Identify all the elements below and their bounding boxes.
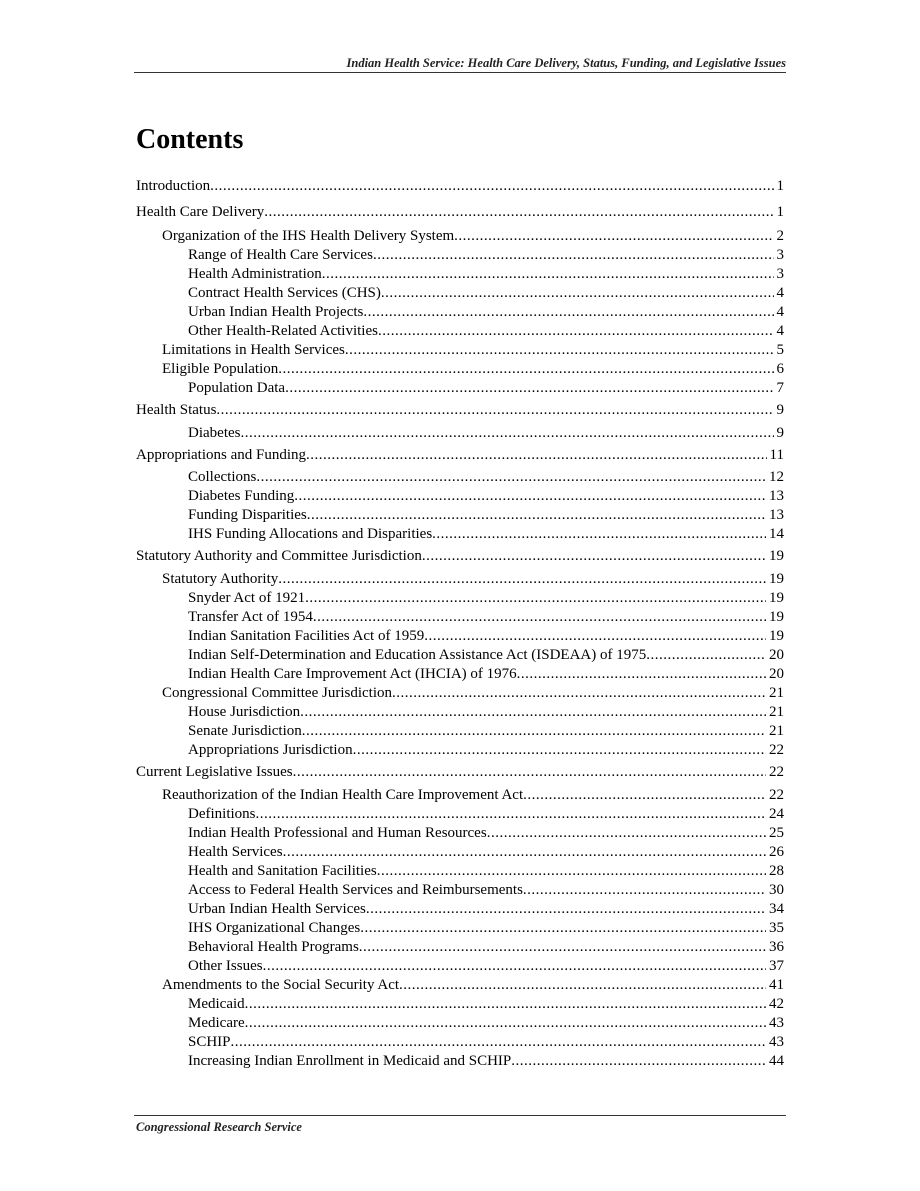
toc-entry-label: Indian Sanitation Facilities Act of 1959 — [188, 628, 425, 644]
toc-entry[interactable] — [136, 227, 784, 246]
toc-dot-leader — [305, 589, 766, 608]
toc-entry-label: SCHIP — [188, 1034, 231, 1050]
toc-entry[interactable] — [136, 246, 784, 265]
toc-entry-page: 21 — [769, 685, 784, 701]
toc-entry-page: 1 — [776, 178, 784, 194]
toc-entry-page: 28 — [769, 863, 784, 879]
toc-dot-leader — [392, 684, 766, 703]
toc-entry-label: IHS Organizational Changes — [188, 920, 361, 936]
toc-entry-page: 6 — [776, 361, 784, 377]
toc-entry-page: 19 — [769, 590, 784, 606]
toc-dot-leader — [353, 741, 766, 760]
toc-dot-leader — [264, 203, 773, 222]
toc-entry-label: Access to Federal Health Services and Reimbursements — [188, 882, 523, 898]
toc-entry[interactable] — [136, 805, 784, 824]
toc-dot-leader — [422, 547, 766, 566]
toc-dot-leader — [432, 525, 766, 544]
toc-dot-leader — [511, 1052, 766, 1071]
toc-entry-page: 1 — [776, 204, 784, 220]
toc-dot-leader — [245, 995, 766, 1014]
toc-dot-leader — [294, 487, 766, 506]
toc-entry[interactable] — [136, 703, 784, 722]
toc-entry-page: 13 — [769, 507, 784, 523]
toc-entry[interactable] — [136, 995, 784, 1014]
toc-dot-leader — [424, 627, 766, 646]
toc-dot-leader — [307, 506, 766, 525]
toc-entry-label: Definitions — [188, 806, 256, 822]
toc-entry-label: Amendments to the Social Security Act — [162, 977, 400, 993]
toc-entry-page: 19 — [769, 628, 784, 644]
toc-entry-page: 24 — [769, 806, 784, 822]
toc-dot-leader — [285, 379, 773, 398]
toc-entry[interactable] — [136, 608, 784, 627]
toc-entry[interactable] — [136, 881, 784, 900]
toc-entry-page: 43 — [769, 1015, 784, 1031]
toc-entry-page: 7 — [776, 380, 784, 396]
toc-entry-label: Appropriations Jurisdiction — [188, 742, 353, 758]
toc-entry-page: 22 — [769, 787, 784, 803]
toc-entry-page: 19 — [769, 609, 784, 625]
toc-entry-label: Introduction — [136, 178, 211, 194]
toc-dot-leader — [210, 177, 773, 196]
running-footer: Congressional Research Service — [136, 1120, 302, 1134]
toc-entry-label: Urban Indian Health Services — [188, 901, 366, 917]
toc-entry-page: 9 — [776, 425, 784, 441]
toc-entry-label: Limitations in Health Services — [162, 342, 345, 358]
toc-entry[interactable] — [136, 203, 784, 222]
toc-entry-page: 42 — [769, 996, 784, 1012]
toc-dot-leader — [256, 468, 766, 487]
toc-entry-page: 34 — [769, 901, 784, 917]
toc-entry-label: Current Legislative Issues — [136, 764, 293, 780]
toc-entry-label: Statutory Authority — [162, 571, 279, 587]
toc-entry-label: Eligible Population — [162, 361, 279, 377]
toc-entry-page: 26 — [769, 844, 784, 860]
toc-entry-page: 19 — [769, 571, 784, 587]
toc-dot-leader — [523, 786, 766, 805]
toc-entry[interactable] — [136, 684, 784, 703]
toc-entry[interactable] — [136, 1052, 784, 1071]
toc-entry[interactable] — [136, 843, 784, 862]
toc-dot-leader — [381, 284, 774, 303]
toc-entry-page: 22 — [769, 764, 784, 780]
toc-entry-page: 30 — [769, 882, 784, 898]
toc-entry-label: Health and Sanitation Facilities — [188, 863, 377, 879]
toc-dot-leader — [256, 805, 767, 824]
toc-dot-leader — [399, 976, 766, 995]
toc-entry[interactable] — [136, 900, 784, 919]
toc-entry-page: 13 — [769, 488, 784, 504]
toc-entry[interactable] — [136, 547, 784, 566]
toc-dot-leader — [245, 1014, 766, 1033]
toc-entry[interactable] — [136, 525, 784, 544]
toc-dot-leader — [487, 824, 766, 843]
toc-entry-label: Diabetes — [188, 425, 241, 441]
toc-entry[interactable] — [136, 401, 784, 420]
toc-entry-page: 25 — [769, 825, 784, 841]
toc-entry-label: Medicaid — [188, 996, 245, 1012]
toc-entry[interactable] — [136, 341, 784, 360]
toc-entry[interactable] — [136, 506, 784, 525]
toc-entry-label: Health Status — [136, 402, 217, 418]
toc-dot-leader — [300, 703, 766, 722]
toc-entry[interactable] — [136, 957, 784, 976]
toc-entry-label: Increasing Indian Enrollment in Medicaid and SCHIP — [188, 1053, 512, 1069]
toc-dot-leader — [523, 881, 766, 900]
toc-entry[interactable] — [136, 786, 784, 805]
toc-dot-leader — [313, 608, 766, 627]
toc-dot-leader — [302, 722, 766, 741]
toc-entry[interactable] — [136, 446, 784, 465]
toc-entry-page: 14 — [769, 526, 784, 542]
toc-entry[interactable] — [136, 468, 784, 487]
toc-entry[interactable] — [136, 322, 784, 341]
toc-entry-page: 21 — [769, 723, 784, 739]
toc-dot-leader — [306, 446, 767, 465]
toc-entry-page: 35 — [769, 920, 784, 936]
toc-dot-leader — [345, 341, 774, 360]
toc-entry-page: 43 — [769, 1034, 784, 1050]
toc-entry-page: 44 — [769, 1053, 784, 1069]
toc-entry-label: Congressional Committee Jurisdiction — [162, 685, 392, 701]
header-rule — [134, 72, 786, 73]
toc-entry-label: Other Issues — [188, 958, 263, 974]
toc-entry-label: Health Administration — [188, 266, 322, 282]
toc-dot-leader — [363, 303, 773, 322]
toc-entry-page: 36 — [769, 939, 784, 955]
toc-dot-leader — [278, 360, 773, 379]
running-header: Indian Health Service: Health Care Delivery, Status, Funding, and Legislative Issues — [346, 56, 786, 70]
toc-entry[interactable] — [136, 938, 784, 957]
toc-entry-label: Funding Disparities — [188, 507, 307, 523]
toc-entry-page: 22 — [769, 742, 784, 758]
toc-dot-leader — [378, 322, 774, 341]
toc-entry-label: Indian Health Care Improvement Act (IHCIA) of 1976 — [188, 666, 517, 682]
toc-entry[interactable] — [136, 763, 784, 782]
toc-entry[interactable] — [136, 1033, 784, 1052]
toc-entry[interactable] — [136, 627, 784, 646]
footer-rule — [134, 1115, 786, 1116]
toc-entry[interactable] — [136, 265, 784, 284]
toc-entry-page: 9 — [776, 402, 784, 418]
toc-dot-leader — [293, 763, 766, 782]
toc-entry-label: Range of Health Care Services — [188, 247, 373, 263]
toc-entry-page: 4 — [776, 285, 784, 301]
toc-dot-leader — [359, 938, 766, 957]
toc-entry[interactable] — [136, 570, 784, 589]
toc-entry-label: Indian Health Professional and Human Resources — [188, 825, 487, 841]
toc-entry-label: Collections — [188, 469, 257, 485]
toc-entry[interactable] — [136, 646, 784, 665]
toc-entry-page: 37 — [769, 958, 784, 974]
toc-dot-leader — [216, 401, 773, 420]
toc-entry-page: 5 — [776, 342, 784, 358]
toc-entry-page: 3 — [776, 266, 784, 282]
toc-entry-label: Medicare — [188, 1015, 245, 1031]
toc-dot-leader — [278, 570, 766, 589]
toc-entry-page: 11 — [769, 447, 784, 463]
toc-entry-page: 20 — [769, 647, 784, 663]
toc-entry-label: Other Health-Related Activities — [188, 323, 378, 339]
toc-entry[interactable] — [136, 824, 784, 843]
toc-entry-page: 2 — [776, 228, 784, 244]
toc-entry-label: Health Services — [188, 844, 283, 860]
toc-dot-leader — [373, 246, 774, 265]
toc-entry-label: IHS Funding Allocations and Disparities — [188, 526, 433, 542]
toc-entry-label: Appropriations and Funding — [136, 447, 306, 463]
toc-entry-page: 3 — [776, 247, 784, 263]
toc-entry[interactable] — [136, 862, 784, 881]
toc-dot-leader — [377, 862, 766, 881]
toc-dot-leader — [360, 919, 766, 938]
toc-entry-label: Indian Self-Determination and Education Assistance Act (ISDEAA) of 1975 — [188, 647, 647, 663]
toc-entry-label: Snyder Act of 1921 — [188, 590, 306, 606]
toc-dot-leader — [231, 1033, 766, 1052]
toc-entry[interactable] — [136, 665, 784, 684]
toc-entry-page: 21 — [769, 704, 784, 720]
toc-entry-label: Contract Health Services (CHS) — [188, 285, 381, 301]
toc-entry-label: Urban Indian Health Projects — [188, 304, 364, 320]
toc-entry-label: House Jurisdiction — [188, 704, 301, 720]
toc-entry-page: 12 — [769, 469, 784, 485]
toc-dot-leader — [454, 227, 773, 246]
toc-entry-label: Statutory Authority and Committee Jurisdiction — [136, 548, 422, 564]
toc-entry-label: Health Care Delivery — [136, 204, 265, 220]
toc-entry-page: 4 — [776, 323, 784, 339]
toc-entry[interactable] — [136, 741, 784, 760]
toc-entry[interactable] — [136, 722, 784, 741]
toc-entry-page: 41 — [769, 977, 784, 993]
toc-entry[interactable] — [136, 177, 784, 196]
toc-dot-leader — [240, 424, 773, 443]
toc-entry[interactable] — [136, 1014, 784, 1033]
toc-entry[interactable] — [136, 424, 784, 443]
toc-entry[interactable] — [136, 487, 784, 506]
toc-entry-label: Senate Jurisdiction — [188, 723, 302, 739]
toc-dot-leader — [283, 843, 766, 862]
toc-entry-page: 4 — [776, 304, 784, 320]
toc-dot-leader — [646, 646, 766, 665]
toc-entry[interactable] — [136, 360, 784, 379]
toc-entry-label: Behavioral Health Programs — [188, 939, 359, 955]
toc-entry[interactable] — [136, 919, 784, 938]
toc-entry-label: Reauthorization of the Indian Health Care Improvement Act — [162, 787, 524, 803]
toc-dot-leader — [263, 957, 766, 976]
page-title: Contents — [136, 124, 244, 155]
toc-entry[interactable] — [136, 976, 784, 995]
toc-dot-leader — [322, 265, 774, 284]
toc-entry[interactable] — [136, 589, 784, 608]
toc-entry-page: 20 — [769, 666, 784, 682]
toc-dot-leader — [517, 665, 766, 684]
toc-dot-leader — [366, 900, 766, 919]
toc-entry-label: Population Data — [188, 380, 286, 396]
toc-entry[interactable] — [136, 303, 784, 322]
toc-entry[interactable] — [136, 284, 784, 303]
toc-entry-label: Organization of the IHS Health Delivery System — [162, 228, 455, 244]
toc-entry-label: Diabetes Funding — [188, 488, 295, 504]
toc-entry-page: 19 — [769, 548, 784, 564]
toc-entry-label: Transfer Act of 1954 — [188, 609, 313, 625]
toc-entry[interactable] — [136, 379, 784, 398]
